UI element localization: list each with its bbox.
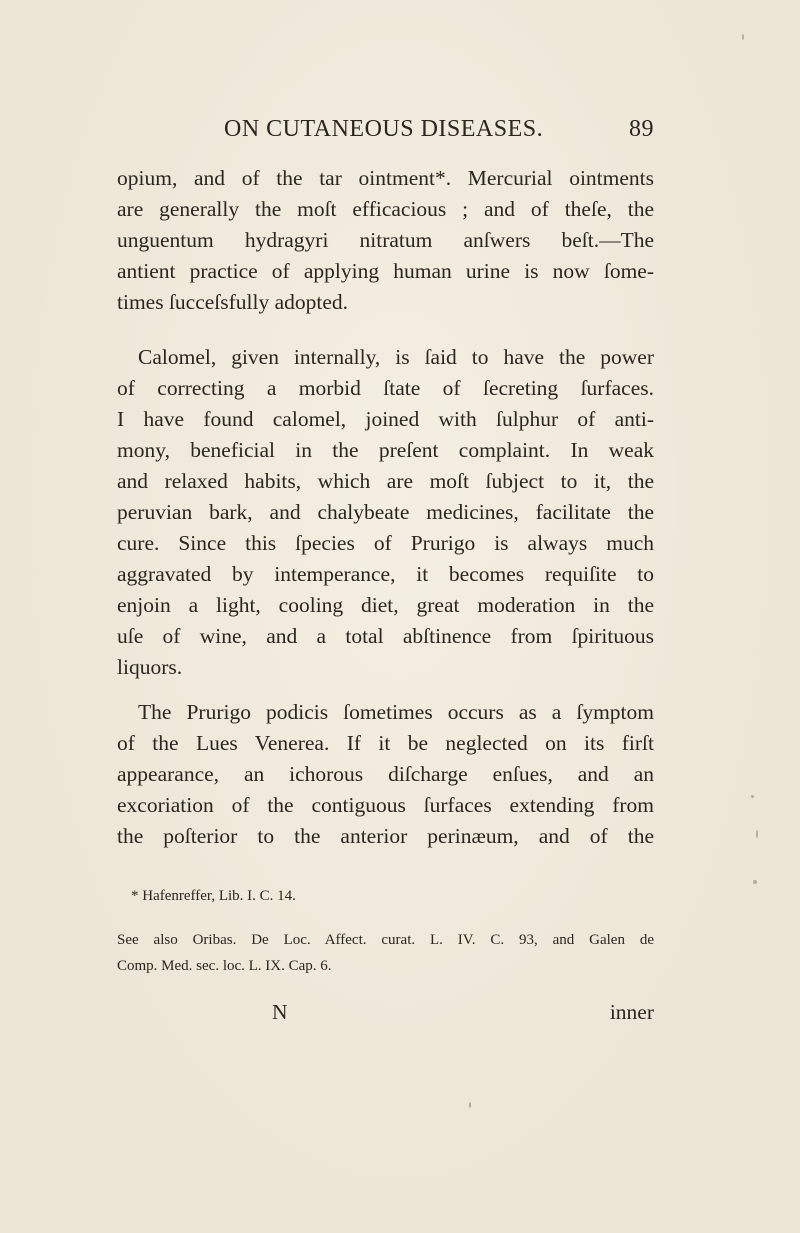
text-line: of correcting a morbid ſtate of ſecreting ſurfaces. [117, 376, 654, 400]
footnotes [117, 883, 654, 909]
footnote-line: See also Oribas. De Loc. Affect. curat. L. IV. C. 93, and Galen de [117, 932, 654, 948]
footnote-line: Comp. Med. sec. loc. L. IX. Cap. 6. [117, 958, 332, 974]
text-line: uſe of wine, and a total abſtinence from ſpirituous [117, 624, 654, 648]
page-footer [117, 1000, 654, 1030]
text-line: unguentum hydragyri nitratum anſwers beſt.—The [117, 228, 654, 252]
text-line: antient practice of applying human urine is now ſome- [117, 259, 654, 283]
text-line: excoriation of the contiguous ſurfaces extending from [117, 793, 654, 817]
text-line: cure. Since this ſpecies of Prurigo is always much [117, 531, 654, 555]
paragraph-2 [117, 342, 654, 683]
text-line: mony, beneficial in the preſent complaint. In weak [117, 438, 654, 462]
signature-mark: N [272, 1000, 288, 1024]
paper-speck [742, 34, 744, 40]
text-line: I have found calomel, joined with ſulphur of anti- [117, 407, 654, 431]
page-header [224, 116, 654, 150]
text-line: enjoin a light, cooling diet, great moderation in the [117, 593, 654, 617]
text-line: appearance, an ichorous diſcharge enſues, and an [117, 762, 654, 786]
text-line: Calomel, given internally, is ſaid to have the power [138, 345, 654, 369]
paper-speck [753, 880, 757, 884]
catchword: inner [609, 1000, 654, 1024]
text-line: and relaxed habits, which are moſt ſubject to it, the [117, 469, 654, 493]
text-line: times ſucceſsfully adopted. [117, 290, 349, 314]
footnote-2 [117, 927, 654, 979]
text-line: opium, and of the tar ointment*. Mercurial ointments [117, 166, 654, 190]
text-line: The Prurigo podicis ſometimes occurs as a ſymptom [138, 700, 654, 724]
paper-speck [756, 830, 758, 838]
page-number: 89 [629, 116, 654, 142]
paper-speck [469, 1102, 471, 1108]
running-title: ON CUTANEOUS DISEASES. [224, 116, 544, 142]
footnote-1: * Hafenreffer, Lib. I. C. 14. [131, 888, 296, 904]
text-line: peruvian bark, and chalybeate medicines, facilitate the [117, 500, 654, 524]
paragraph-3 [117, 697, 654, 852]
paper-speck [751, 795, 754, 798]
text-line: are generally the moſt efficacious ; and of theſe, the [117, 197, 654, 221]
paragraph-1 [117, 163, 654, 318]
text-line: the poſterior to the anterior perinæum, and of the [117, 824, 654, 848]
text-line: of the Lues Venerea. If it be neglected on its firſt [117, 731, 654, 755]
text-line: liquors. [117, 655, 183, 679]
text-line: aggravated by intemperance, it becomes requiſite to [117, 562, 654, 586]
